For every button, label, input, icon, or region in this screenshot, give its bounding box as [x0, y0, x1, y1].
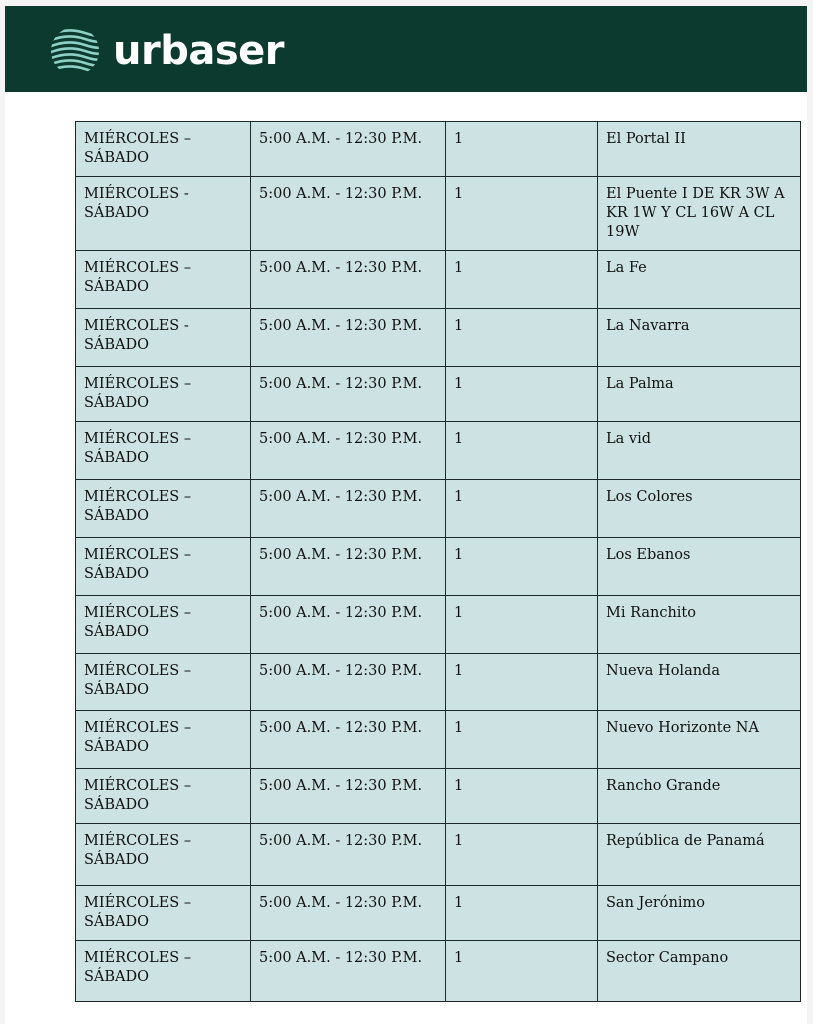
- neighborhood-cell: Mi Ranchito: [598, 596, 801, 654]
- neighborhood-cell: El Puente I DE KR 3W A KR 1W Y CL 16W A CL 19W: [598, 177, 801, 251]
- time-cell: 5:00 A.M. - 12:30 P.M.: [251, 711, 446, 769]
- time-cell: 5:00 A.M. - 12:30 P.M.: [251, 941, 446, 1002]
- time-cell: 5:00 A.M. - 12:30 P.M.: [251, 122, 446, 177]
- day-cell: MIÉRCOLES – SÁBADO: [76, 122, 251, 177]
- table-row: [76, 596, 801, 654]
- route-number-cell: 1: [446, 654, 598, 711]
- time-cell: 5:00 A.M. - 12:30 P.M.: [251, 251, 446, 309]
- neighborhood-cell: El Portal II: [598, 122, 801, 177]
- time-cell: 5:00 A.M. - 12:30 P.M.: [251, 824, 446, 886]
- table-row: [76, 538, 801, 596]
- route-number-cell: 1: [446, 480, 598, 538]
- time-cell: 5:00 A.M. - 12:30 P.M.: [251, 177, 446, 251]
- time-cell: 5:00 A.M. - 12:30 P.M.: [251, 422, 446, 480]
- route-number-cell: 1: [446, 309, 598, 367]
- neighborhood-cell: Los Colores: [598, 480, 801, 538]
- time-cell: 5:00 A.M. - 12:30 P.M.: [251, 886, 446, 941]
- route-number-cell: 1: [446, 251, 598, 309]
- route-number-cell: 1: [446, 422, 598, 480]
- table-row: [76, 886, 801, 941]
- time-cell: 5:00 A.M. - 12:30 P.M.: [251, 769, 446, 824]
- day-cell: MIÉRCOLES – SÁBADO: [76, 367, 251, 422]
- neighborhood-cell: San Jerónimo: [598, 886, 801, 941]
- time-cell: 5:00 A.M. - 12:30 P.M.: [251, 654, 446, 711]
- schedule-table: [75, 121, 801, 1002]
- day-cell: MIÉRCOLES - SÁBADO: [76, 309, 251, 367]
- route-number-cell: 1: [446, 824, 598, 886]
- day-cell: MIÉRCOLES – SÁBADO: [76, 769, 251, 824]
- table-row: [76, 480, 801, 538]
- neighborhood-cell: Los Ebanos: [598, 538, 801, 596]
- day-cell: MIÉRCOLES – SÁBADO: [76, 711, 251, 769]
- route-number-cell: 1: [446, 886, 598, 941]
- route-number-cell: 1: [446, 122, 598, 177]
- table-row: [76, 824, 801, 886]
- table-row: [76, 769, 801, 824]
- table-row: [76, 654, 801, 711]
- time-cell: 5:00 A.M. - 12:30 P.M.: [251, 309, 446, 367]
- table-row: [76, 251, 801, 309]
- day-cell: MIÉRCOLES – SÁBADO: [76, 480, 251, 538]
- time-cell: 5:00 A.M. - 12:30 P.M.: [251, 538, 446, 596]
- time-cell: 5:00 A.M. - 12:30 P.M.: [251, 480, 446, 538]
- table-row: [76, 711, 801, 769]
- brand-logo[interactable]: [49, 26, 284, 76]
- neighborhood-cell: Sector Campano: [598, 941, 801, 1002]
- neighborhood-cell: República de Panamá: [598, 824, 801, 886]
- day-cell: MIÉRCOLES – SÁBADO: [76, 886, 251, 941]
- neighborhood-cell: Nuevo Horizonte NA: [598, 711, 801, 769]
- day-cell: MIÉRCOLES – SÁBADO: [76, 422, 251, 480]
- day-cell: MIÉRCOLES – SÁBADO: [76, 941, 251, 1002]
- header-bar: [5, 6, 807, 92]
- neighborhood-cell: Rancho Grande: [598, 769, 801, 824]
- route-number-cell: 1: [446, 941, 598, 1002]
- neighborhood-cell: La Palma: [598, 367, 801, 422]
- route-number-cell: 1: [446, 596, 598, 654]
- table-row: [76, 367, 801, 422]
- day-cell: MIÉRCOLES – SÁBADO: [76, 824, 251, 886]
- day-cell: MIÉRCOLES – SÁBADO: [76, 596, 251, 654]
- route-number-cell: 1: [446, 367, 598, 422]
- time-cell: 5:00 A.M. - 12:30 P.M.: [251, 367, 446, 422]
- table-row: [76, 177, 801, 251]
- day-cell: MIÉRCOLES – SÁBADO: [76, 251, 251, 309]
- day-cell: MIÉRCOLES - SÁBADO: [76, 177, 251, 251]
- neighborhood-cell: Nueva Holanda: [598, 654, 801, 711]
- neighborhood-cell: La Fe: [598, 251, 801, 309]
- neighborhood-cell: La vid: [598, 422, 801, 480]
- day-cell: MIÉRCOLES – SÁBADO: [76, 654, 251, 711]
- route-number-cell: 1: [446, 538, 598, 596]
- table-row: [76, 309, 801, 367]
- day-cell: MIÉRCOLES – SÁBADO: [76, 538, 251, 596]
- route-number-cell: 1: [446, 769, 598, 824]
- route-number-cell: 1: [446, 711, 598, 769]
- table-row: [76, 122, 801, 177]
- table-row: [76, 422, 801, 480]
- time-cell: 5:00 A.M. - 12:30 P.M.: [251, 596, 446, 654]
- urbaser-waves-logo-icon: [49, 25, 101, 77]
- route-number-cell: 1: [446, 177, 598, 251]
- schedule-table-body: [76, 122, 801, 1002]
- table-row: [76, 941, 801, 1002]
- neighborhood-cell: La Navarra: [598, 309, 801, 367]
- brand-name: urbaser: [113, 28, 284, 74]
